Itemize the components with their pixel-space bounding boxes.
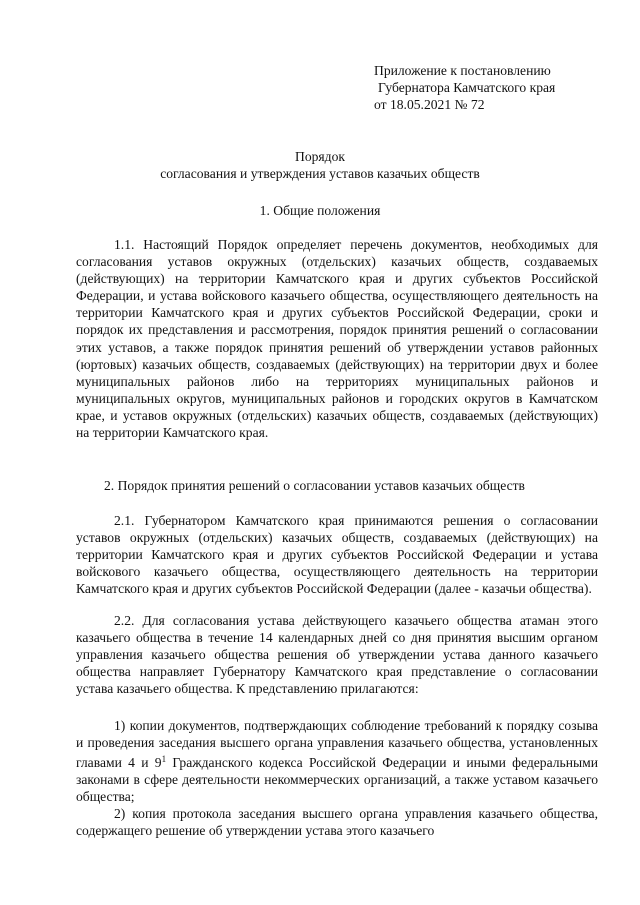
section-1-heading: 1. Общие положения	[259, 203, 381, 218]
paragraph-2-1: 2.1. Губернатором Камчатского края принимаются решения о согласовании уставов окружных (отдельских) казачьих обществ, создаваемых (действующих) на территории Камчатского края и других субъектов Российской Федерации и устава войскового казачьего общества, осуществляющего деятельность на территории Камчатского края и других субъектов Российской Федерации (далее - казачьи общества).	[76, 513, 598, 597]
approval-stamp	[374, 62, 555, 113]
approval-line-2: Губернатора Камчатского края	[378, 80, 556, 95]
list-item-1	[76, 717, 598, 805]
title-line-1: Порядок	[295, 149, 345, 164]
approval-line-1: Приложение к постановлению	[374, 63, 551, 78]
list-item-1-text-a: 1) копии документов, подтверждающих соблюдение требований к порядку созыва и проведения заседания высшего органа управления казачьего общества, установленных главами 4 и 9	[76, 718, 598, 771]
list-item-2: 2) копия протокола заседания высшего органа управления казачьего общества, содержащего решение об утверждении устава этого казачьего	[76, 806, 598, 839]
section-2-heading: 2. Порядок принятия решений о согласовании уставов казачьих обществ	[104, 478, 525, 493]
approval-line-3: от 18.05.2021 № 72	[374, 97, 485, 112]
list-item-1-text-b: Гражданского кодекса Российской Федерации и иными федеральными законами в сфере деятельности некоммерческих организаций, а также уставом казачьего общества;	[76, 755, 599, 805]
paragraph-2-2: 2.2. Для согласования устава действующего казачьего общества атаман этого казачьего общества в течение 14 календарных дней со дня принятия высшим органом управления казачьего общества решения об утверждении устава данного казачьего общества направляет Губернатору Камчатского края представление о согласовании устава казачьего общества. К представлению прилагаются:	[76, 613, 598, 697]
document-title	[0, 148, 640, 182]
title-line-2: согласования и утверждения уставов казачьих обществ	[160, 166, 480, 181]
paragraph-1-1: 1.1. Настоящий Порядок определяет перечень документов, необходимых для согласования уставов окружных (отдельских) казачьих обществ, создаваемых (действующих) на территории Камчатского края и других субъектов Российской Федерации, и устава войскового казачьего общества, осуществляющего деятельность на территории Камчатского края и других субъектов Российской Федерации, сроки и порядок их представления и рассмотрения, порядок принятия решений о согласовании этих уставов, а также порядок принятия решений об утверждении уставов районных (юртовых) казачьих обществ, создаваемых (действующих) на территории двух и более муниципальных районов либо на территориях муниципальных районов и муниципальных округов, муниципальных районов и городских округов в Камчатском крае, и уставов окружных (отдельских) казачьих обществ, создаваемых (действующих) на территории Камчатского края.	[76, 237, 598, 441]
list-item-1-superscript: 1	[161, 754, 167, 765]
